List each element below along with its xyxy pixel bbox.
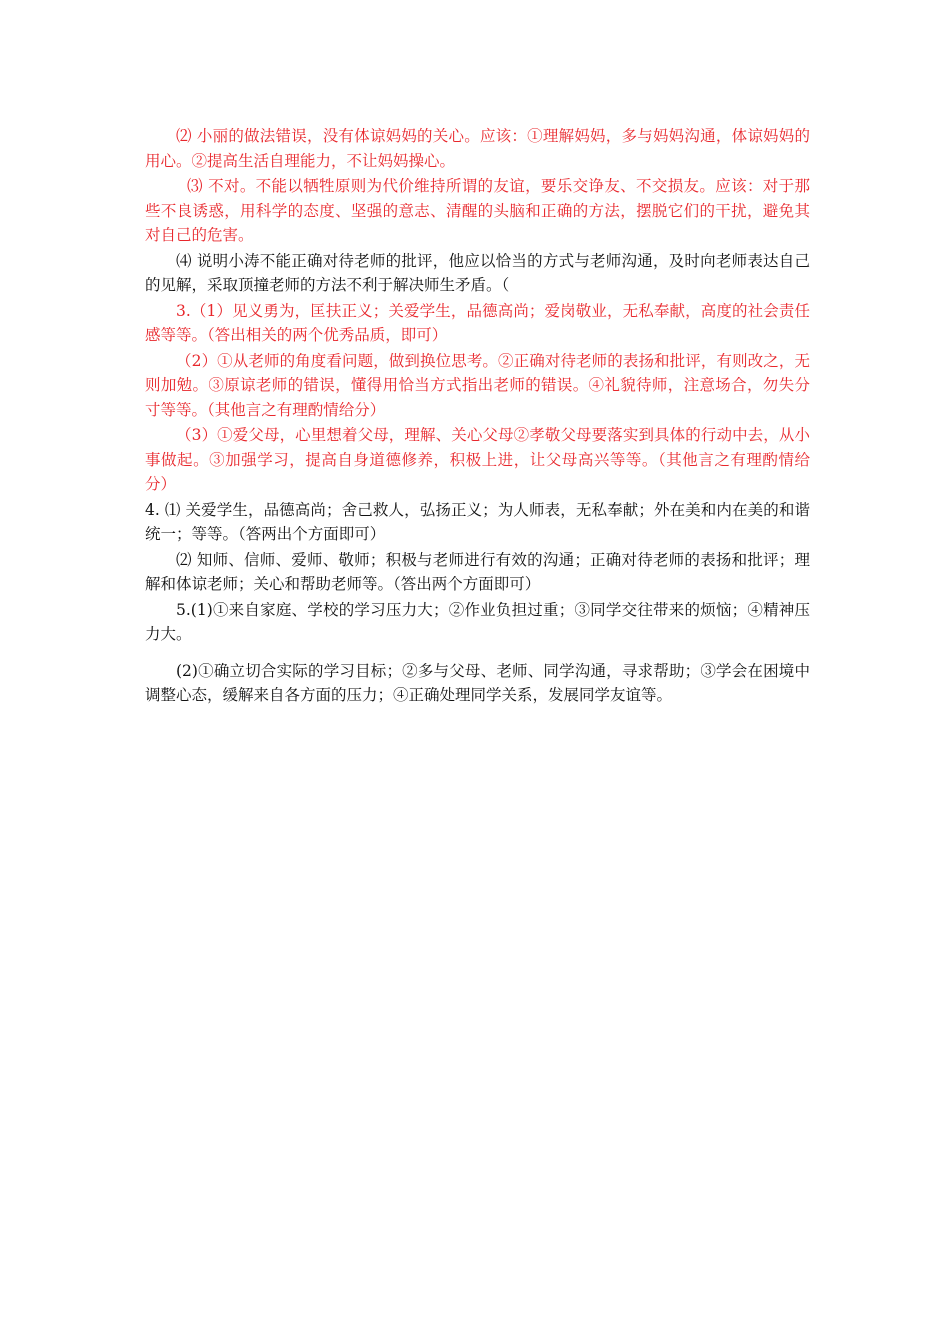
answer-2-2: ⑵ 小丽的做法错误，没有体谅妈妈的关心。应该：①理解妈妈，多与妈妈沟通，体谅妈妈的用心。②提高生活自理能力，不让妈妈操心。 (145, 127, 810, 170)
answer-2-4: ⑷ 说明小涛不能正确对待老师的批评，他应以恰当的方式与老师沟通，及时向老师表达自己的见解，采取顶撞老师的方法不利于解决师生矛盾。（ (145, 251, 810, 294)
answer-3-1: 3.（1）见义勇为，匡扶正义；关爱学生，品德高尚；爱岗敬业，无私奉献，高度的社会责任感等等。（答出相关的两个优秀品质，即可） (145, 301, 810, 344)
answer-2-3: ⑶ 不对。不能以牺牲原则为代价维持所谓的友谊，要乐交诤友、不交损友。应该：对于那些不良诱惑，用科学的态度、坚强的意志、清醒的头脑和正确的方法，摆脱它们的干扰，避免其对自己的危害。 (145, 177, 810, 244)
answer-4-2: ⑵ 知师、信师、爱师、敬师；积极与老师进行有效的沟通；正确对待老师的表扬和批评；理解和体谅老师；关心和帮助老师等。（答出两个方面即可） (145, 550, 810, 593)
answer-document (145, 124, 810, 709)
answer-4-1: 4. ⑴ 关爱学生，品德高尚；舍己救人，弘扬正义；为人师表，无私奉献；外在美和内在美的和谐统一；等等。（答两出个方面即可） (145, 500, 810, 543)
answer-3-3: （3）①爱父母，心里想着父母，理解、关心父母②孝敬父母要落实到具体的行动中去，从小事做起。③加强学习，提高自身道德修养，积极上进，让父母高兴等等。（其他言之有理酌情给分） (145, 426, 810, 493)
answer-5-1: 5.(1)①来自家庭、学校的学习压力大；②作业负担过重；③同学交往带来的烦恼；④精神压力大。 (145, 600, 810, 643)
answer-3-2: （2）①从老师的角度看问题，做到换位思考。②正确对待老师的表扬和批评，有则改之，无则加勉。③原谅老师的错误，懂得用恰当方式指出老师的错误。④礼貌待师，注意场合，勿失分寸等等。（其他言之有理酌情给分） (145, 351, 810, 419)
answer-5-2: (2)①确立切合实际的学习目标；②多与父母、老师、同学沟通，寻求帮助；③学会在困境中调整心态，缓解来自各方面的压力；④正确处理同学关系，发展同学友谊等。 (145, 661, 810, 704)
